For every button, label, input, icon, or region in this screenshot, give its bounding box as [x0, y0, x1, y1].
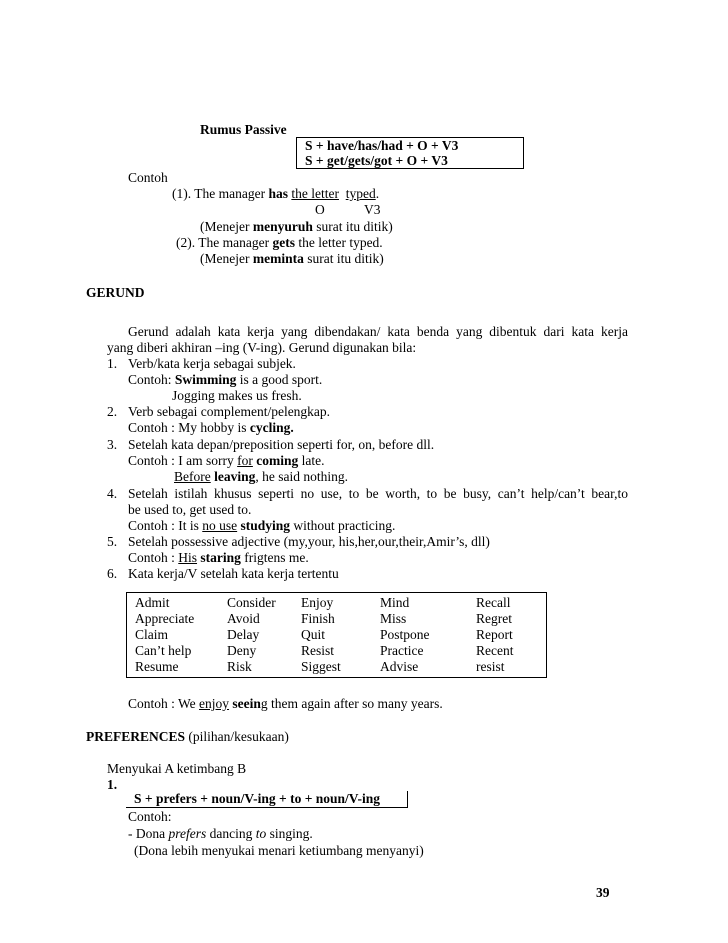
passive-formula-2: S + get/gets/got + O + V3 — [305, 153, 448, 168]
gerund-item-2-example: Contoh : My hobby is cycling. — [128, 420, 294, 435]
gerund-item-1-example: Contoh: Swimming is a good sport. — [128, 372, 323, 387]
gerund-item-1-text: Verb/kata kerja sebagai subjek. — [128, 356, 296, 371]
passive-translation-2: (Menejer meminta surat itu ditik) — [200, 251, 384, 266]
verb-table-cell: Recent — [476, 643, 514, 658]
verb-table-cell: Resume — [135, 659, 179, 674]
gerund-intro-line1: Gerund adalah kata kerja yang dibendakan/ kata benda yang dibentuk dari kata kerja — [128, 324, 628, 339]
gerund-final-example: Contoh : We enjoy seeing them again after so many years. — [128, 696, 443, 711]
gerund-intro-line2: yang diberi akhiran –ing (V-ing). Gerund digunakan bila: — [107, 340, 417, 355]
verb-table-cell: Finish — [301, 611, 335, 626]
passive-formula-1: S + have/has/had + O + V3 — [305, 138, 459, 153]
verb-table-cell: Quit — [301, 627, 326, 642]
gerund-item-2-text: Verb sebagai complement/pelengkap. — [128, 404, 331, 419]
gerund-item-5-example: Contoh : His staring frigtens me. — [128, 550, 309, 565]
passive-example-1: (1). The manager has the letter typed. — [172, 186, 380, 201]
verb-table-cell: Can’t help — [135, 643, 192, 658]
verb-table-cell: Practice — [380, 643, 424, 658]
gerund-item-1-example-2: Jogging makes us fresh. — [172, 388, 302, 403]
verb-table-cell: Mind — [380, 595, 410, 610]
preferences-contoh-label: Contoh: — [128, 809, 172, 824]
verb-table-cell: Resist — [301, 643, 335, 658]
verb-table-cell: Admit — [135, 595, 170, 610]
verb-table-cell: Miss — [380, 611, 407, 626]
gerund-item-6-text: Kata kerja/V setelah kata kerja tertentu — [128, 566, 339, 581]
preferences-heading: PREFERENCES (pilihan/kesukaan) — [86, 729, 289, 744]
gerund-item-4-text-2: be used to, get used to. — [128, 502, 252, 517]
gerund-item-3-example-2: Before leaving, he said nothing. — [174, 469, 348, 484]
preferences-formula: S + prefers + noun/V-ing + to + noun/V-ing — [134, 791, 381, 806]
preferences-formula-box — [126, 791, 408, 808]
verb-table-cell: Risk — [227, 659, 252, 674]
page-number: 39 — [596, 885, 610, 900]
gerund-item-2-num: 2. — [107, 404, 118, 419]
verb-table-cell: Delay — [227, 627, 260, 642]
verb-table-cell: Consider — [227, 595, 276, 610]
passive-title: Rumus Passive — [200, 122, 287, 137]
verb-table-cell: Claim — [135, 627, 168, 642]
verb-table-cell: Regret — [476, 611, 512, 626]
verb-table-cell: Postpone — [380, 627, 430, 642]
gerund-item-5-num: 5. — [107, 534, 118, 549]
verb-table-cell: Avoid — [227, 611, 260, 626]
gerund-item-4-text-1: Setelah istilah khusus seperti no use, to be worth, to be busy, can’t help/can’t bear,to — [128, 486, 628, 501]
verb-table-cell: Appreciate — [135, 611, 195, 626]
verb-table-cell: Siggest — [301, 659, 341, 674]
verb-table-cell: Advise — [380, 659, 419, 674]
gerund-item-3-example: Contoh : I am sorry for coming late. — [128, 453, 325, 468]
passive-marker-o: O — [315, 202, 325, 217]
gerund-heading: GERUND — [86, 285, 145, 300]
verb-table-cell: Recall — [476, 595, 511, 610]
gerund-item-6-num: 6. — [107, 566, 118, 581]
verb-table — [126, 592, 547, 678]
verb-table-cell: Report — [476, 627, 513, 642]
gerund-item-3-text: Setelah kata depan/preposition seperti for, on, before dll. — [128, 437, 435, 452]
preferences-translation: (Dona lebih menyukai menari ketiumbang menyanyi) — [134, 843, 424, 858]
verb-table-cell: resist — [476, 659, 505, 674]
verb-table-cell: Deny — [227, 643, 257, 658]
preferences-subheading: Menyukai A ketimbang B — [107, 761, 247, 776]
passive-example-2: (2). The manager gets the letter typed. — [176, 235, 383, 250]
gerund-item-3-num: 3. — [107, 437, 118, 452]
preferences-example: - Dona prefers dancing to singing. — [128, 826, 313, 841]
passive-marker-v3: V3 — [364, 202, 381, 217]
gerund-item-4-num: 4. — [107, 486, 118, 501]
preferences-item-1-num: 1. — [107, 777, 118, 792]
gerund-item-4-example: Contoh : It is no use studying without practicing. — [128, 518, 396, 533]
passive-contoh-label: Contoh — [128, 170, 168, 185]
gerund-item-1-num: 1. — [107, 356, 118, 371]
gerund-item-5-text: Setelah possessive adjective (my,your, his,her,our,their,Amir’s, dll) — [128, 534, 490, 549]
passive-translation-1: (Menejer menyuruh surat itu ditik) — [200, 219, 393, 234]
verb-table-cell: Enjoy — [301, 595, 334, 610]
passive-formula-box — [296, 137, 524, 169]
